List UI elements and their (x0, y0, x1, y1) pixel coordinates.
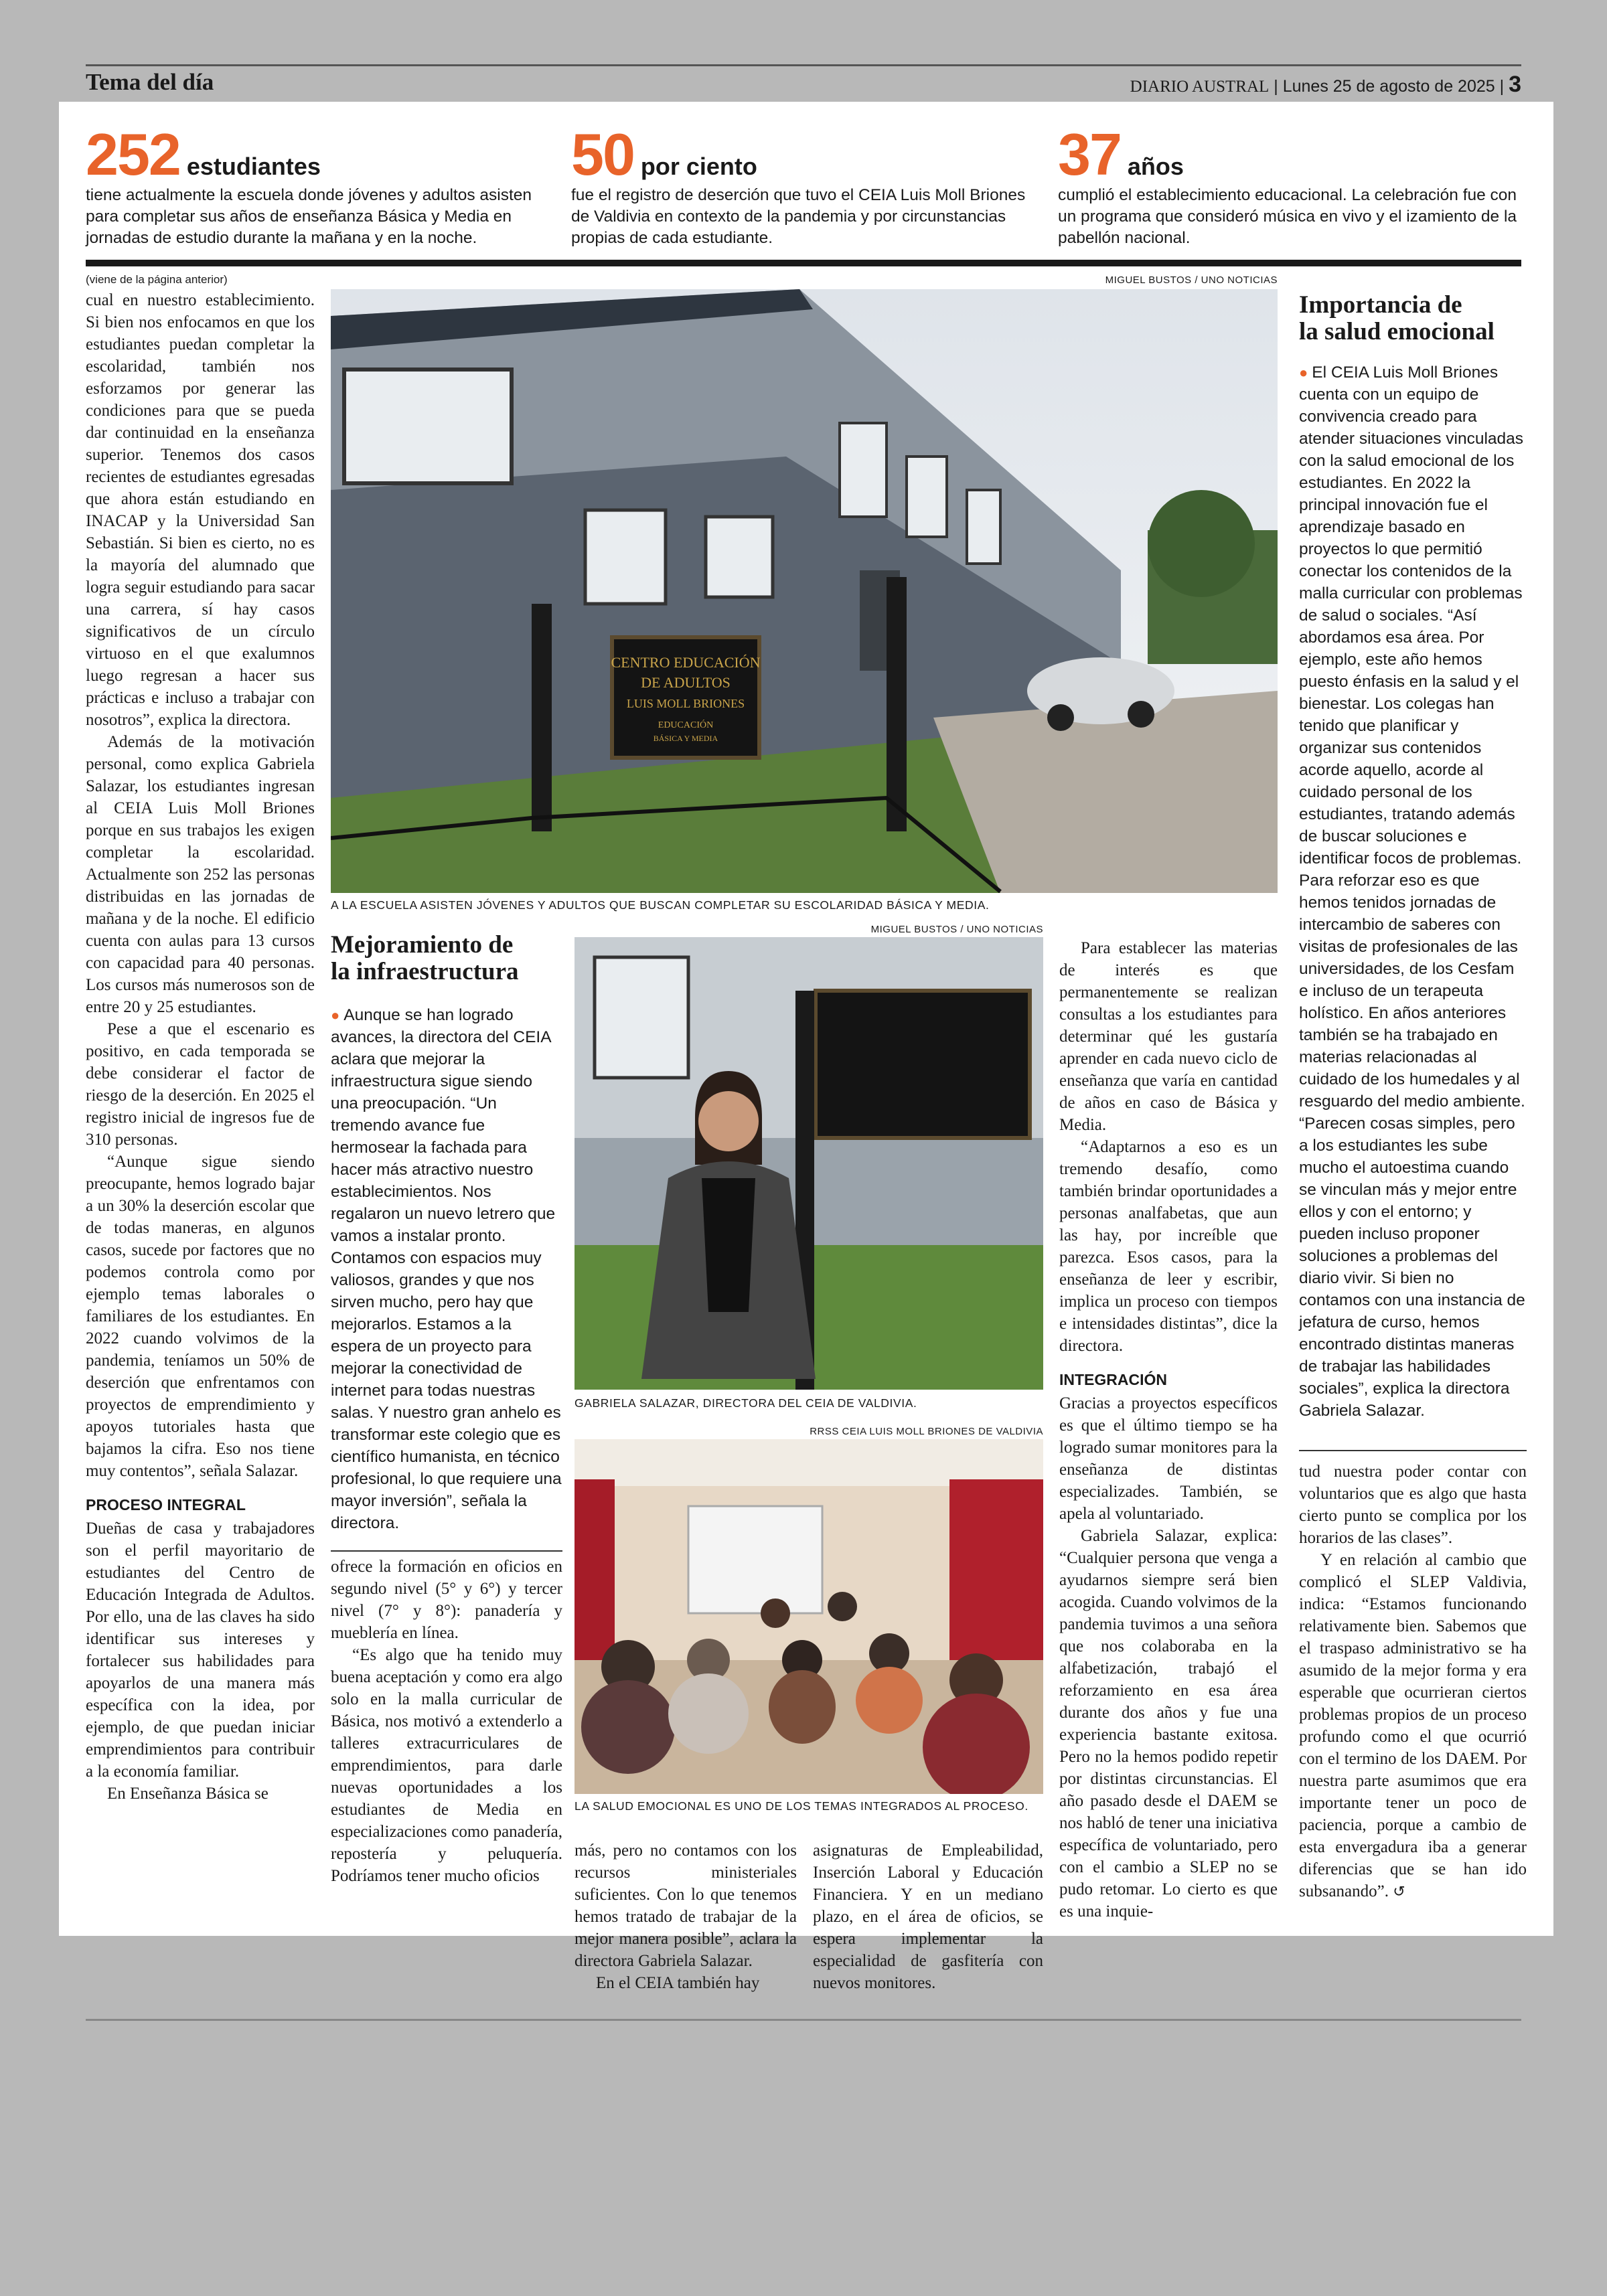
paragraph: Pese a que el escenario es positivo, en cada temporada se debe considerar el factor de riesgo de la deserción. En 2025 el registro inicial de ingresos fue de 310 personas. (86, 1020, 315, 1149)
paragraph: Dueñas de casa y trabajadores son el perfil mayoritario de estudiantes del Centro de Educación Integrada de Adultos. Por ello, una de las claves ha sido identificar sus intereses y fortalecer sus habilidades para apoyarlos de una manera más específica con la idea, por ejemplo, de que puedan iniciar emprendimientos para contribuir a la economía familiar. (86, 1520, 315, 1781)
stats-divider (86, 260, 1521, 266)
newspaper-page (59, 102, 1553, 1992)
paragraph: “Adaptarnos a eso es un tremendo desafío, como también brindar oportunidades a personas analfabetas, que aun las hay, por increíble que parezca. Esos casos, para la enseñanza de leer y escribir, implica un proceso con tiempos e intensidades distintas”, dice la directora. (1059, 1138, 1278, 1355)
photo-credit-director: MIGUEL BUSTOS / UNO NOTICIAS (870, 924, 1043, 935)
paragraph: Además de la motivación personal, como explica Gabriela Salazar, los estudiantes ingresan al CEIA Luis Moll Briones porque en sus trabajos les exigen completar la escolaridad. Actualmente son 252 las personas distribuidas en las jornadas de mañana y de la noche. El edificio cuenta con aulas para 13 cursos con capacidad para 40 personas. Los cursos más numerosos son de entre 20 y 25 estudiantes. (86, 733, 315, 1016)
column-rule (1299, 1450, 1527, 1451)
infra-box-text (331, 1004, 562, 1534)
page-header (86, 64, 1521, 98)
caption-main: A LA ESCUELA ASISTEN JÓVENES Y ADULTOS QUE BUSCAN COMPLETAR SU ESCOLARIDAD BÁSICA Y MEDIA. (331, 898, 990, 912)
health-box-title (1299, 292, 1527, 345)
continued-note: (viene de la página anterior) (86, 273, 228, 286)
sign-line-4: EDUCACIÓN (658, 720, 714, 730)
sign-line-5: BÁSICA Y MEDIA (653, 734, 718, 743)
stat-unit: años (1127, 153, 1184, 180)
paragraph: tud nuestra poder contar con voluntarios que es algo que hasta cierto punto se complica por los horarios de las clases”. (1299, 1463, 1527, 1547)
caption-director: GABRIELA SALAZAR, DIRECTORA DEL CEIA DE VALDIVIA. (575, 1396, 917, 1410)
section-title: Tema del día (86, 69, 214, 95)
stat-students (86, 120, 554, 249)
bullet-icon: ● (331, 1007, 340, 1023)
stat-number: 50 (571, 121, 634, 187)
paragraph (1299, 1549, 1527, 1903)
sign-line-2: DE ADULTOS (641, 674, 731, 691)
end-mark-icon: ↺ (1393, 1884, 1405, 1900)
stat-description: tiene actualmente la escuela donde jóvenes y adultos asisten para completar sus años de enseñanza Básica y Media en jornadas de estudio durante la mañana y en la noche. (86, 186, 532, 247)
title-line: Importancia de (1299, 291, 1462, 319)
paragraph: “Es algo que ha tenido muy buena aceptación y como era algo solo en la malla curricular de Básica, nos motivó a extenderlo a talleres extracurriculares de emprendimientos, para darle nuevas oportunidades a los estudiantes de Media en especializaciones como panadería, repostería y peluquería. Podríamos tener mucho oficios (331, 1646, 562, 1885)
stat-unit: por ciento (640, 153, 757, 180)
subheading-proceso-integral: PROCESO INTEGRAL (86, 1496, 246, 1513)
title-line: Mejoramiento de (331, 931, 514, 959)
infra-box-title (331, 932, 562, 985)
stat-years (1058, 120, 1527, 249)
sign-line-1: CENTRO EDUCACIÓN (611, 654, 761, 671)
title-line: la salud emocional (1299, 318, 1495, 345)
caption-classroom: LA SALUD EMOCIONAL ES UNO DE LOS TEMAS INTEGRADOS AL PROCESO. (575, 1799, 1028, 1813)
stat-number: 37 (1058, 121, 1121, 187)
paragraph: En el CEIA también hay (596, 1974, 760, 1992)
stat-description: fue el registro de deserción que tuvo el CEIA Luis Moll Briones de Valdivia en contexto de la pandemia y por circunstancias propias de cada estudiante. (571, 186, 1026, 247)
bottom-rule (86, 2019, 1521, 2021)
box-text: Aunque se han logrado avances, la directora del CEIA aclara que mejorar la infraestructura sigue siendo una preocupación. “Un tremendo avance fue hermosear la fachada para hacer más atractivo nuestro establecimientos. Nos regalaron un nuevo letrero que vamos a instalar pronto. Contamos con espacios muy valiosos, grandes y que nos sirven mucho, pero hay que mejorarlos. Estamos a la espera de un proyecto para mejorar la conectividad de internet para todas nuestras salas. Y nuestro gran anhelo es transformar este colegio que es científico humanista, en técnico profesional, lo que requiere una mayor inversión”, señala la directora. (331, 1006, 562, 1532)
paragraph: cual en nuestro establecimiento. Si bien nos enfocamos en que los estudiantes puedan completar la escolaridad, también nos esforzamos por generar las condiciones para que se pueda dar continuidad en la enseñanza superior. Tenemos dos casos recientes de estudiantes egresadas que ahora están estudiando en INACAP y la Universidad San Sebastián. Si bien es cierto, no es la mayoría del alumnado que logra seguir estudiando para sacar una carrera, sí hay casos significativos de un círculo virtuoso en el que exalumnos luego regresan a hacer sus prácticas e incluso a trabajar con nosotros”, explica la directora. (86, 291, 315, 729)
title-line: la infraestructura (331, 958, 519, 985)
paragraph: Para establecer las materias de interés es que permanentemente se realizan consultas a los estudiantes para determinar qué les gustaría aprender en cada nuevo ciclo de enseñanza que varía en cantidad de años en caso de Básica y Media. (1059, 939, 1278, 1134)
article-column-6 (1299, 1461, 1527, 1903)
subheading-integracion: INTEGRACIÓN (1059, 1371, 1167, 1388)
health-box-text (1299, 361, 1527, 1422)
issue-date: Lunes 25 de agosto de 2025 (1282, 77, 1495, 96)
article-column-3 (575, 1839, 797, 1994)
paragraph: ofrece la formación en oficios en segundo nivel (5° y 6°) y tercer nivel (7° y 8°): panadería y mueblería en línea. (331, 1558, 562, 1642)
stat-dropout (571, 120, 1040, 249)
paragraph-text: Y en relación al cambio que complicó el SLEP Valdivia, indica: “Estamos funcionando relativamente bien. Sabemos que el traspaso administrativo se ha asumido de la mejor forma y era esperable que ocurrieran ciertos problemas propios de un proceso profundo como el que ocurrió con el termino de los DAEM. Por nuestra parte asumimos que era importante tener un poco de paciencia, porque a cambio de esta envergadura iba a generar diferencias que se han ido subsanando”. (1299, 1551, 1527, 1900)
article-column-1 (86, 289, 315, 1805)
director-photo (575, 937, 1043, 1390)
classroom-photo (575, 1439, 1043, 1794)
sign-line-3: LUIS MOLL BRIONES (626, 697, 745, 710)
stat-unit: estudiantes (186, 153, 321, 180)
article-column-5 (1059, 937, 1278, 1922)
photo-credit-classroom: RRSS CEIA LUIS MOLL BRIONES DE VALDIVIA (810, 1426, 1043, 1437)
column-rule (331, 1550, 562, 1552)
masthead: DIARIO AUSTRAL | Lunes 25 de agosto de 2025 | 3 (1130, 72, 1521, 97)
paragraph: “Aunque sigue siendo preocupante, hemos logrado bajar a un 30% la deserción escolar que de todas maneras, en algunos casos, sucede por factores que no podemos controla como por ejemplo temas laborales o familiares de los estudiantes. En 2022 cuando volvimos de la pandemia, teníamos un 50% de deserción que enfrentamos con proyectos de emprendimiento y apoyos tutoriales hasta que bajamos la cifra. Eso nos tiene muy contentos”, señala Salazar. (86, 1153, 315, 1480)
box-text: El CEIA Luis Moll Briones cuenta con un equipo de convivencia creado para atender situaciones vinculadas con la salud emocional de los estudiantes. En 2022 la principal innovación fue el aprendizaje basado en proyectos lo que permitió conectar los contenidos de la malla curricular con problemas de salud o sociales. “Así abordamos esa área. Por ejemplo, este año hemos puesto énfasis en la salud y el bienestar. Los colegas han tenido que planificar y organizar sus contenidos acorde aquello, acorde al cuidado personal de los estudiantes, tratando además de buscar soluciones e identificar focos de problemas. Para reforzar eso es que hemos tenidos jornadas de intercambio de saberes con visitas de profesionales de las universidades, de los Cesfam e incluso de un terapeuta holístico. En años anteriores también se ha trabajado en materias relacionadas al cuidado de los humedales y al resguardo del medio ambiente. “Parecen cosas simples, pero a los estudiantes les sube mucho el autoestima cuando se vinculan más y mejor entre ellos y con el entorno; y pueden incluso proponer soluciones a problemas del diario vivir. Si bien no contamos con una instancia de jefatura de curso, hemos encontrado distintas maneras de trabajar las habilidades sociales”, explica la directora Gabriela Salazar. (1299, 363, 1525, 1420)
article-column-2 (331, 1556, 562, 1887)
stat-description: cumplió el establecimiento educacional. La celebración fue con un programa que consideró música en vivo y el izamiento de la pabellón nacional. (1058, 186, 1517, 247)
publication-name: DIARIO AUSTRAL (1130, 78, 1270, 96)
article-column-4 (813, 1839, 1043, 1994)
school-building-photo (331, 289, 1278, 893)
paragraph: asignaturas de Empleabilidad, Inserción Laboral y Educación Financiera. Y en un mediano plazo, en el área de oficios, se espera implementar la especialidad de gasfitería con nuevos monitores. (813, 1841, 1043, 1992)
stat-number: 252 (86, 121, 180, 187)
page-number: 3 (1509, 72, 1521, 97)
paragraph: más, pero no contamos con los recursos ministeriales suficientes. Con lo que tenemos hemos tratado de trabajar de la mejor manera posible”, aclara la directora Gabriela Salazar. (575, 1841, 797, 1970)
paragraph: Gabriela Salazar, explica: “Cualquier persona que venga a ayudarnos siempre será bien acogida. Cuando volvimos de la pandemia tuvimos a una señora que nos colaboraba en la alfabetización, trabajó el reforzamiento en esa área durante dos años y fue una experiencia bastante exitosa. Pero no la hemos podido repetir por distintas circunstancias. El año pasado desde el DAEM se nos habló de tener una iniciativa específica de voluntariado, pero con el cambio a SLEP no se pudo retomar. Lo cierto es que es una inquie- (1059, 1527, 1278, 1920)
photo-credit-main: MIGUEL BUSTOS / UNO NOTICIAS (1105, 274, 1278, 286)
paragraph: Gracias a proyectos específicos es que el último tiempo se ha logrado sumar monitores para la enseñanza de distintas especializades. También, se apela al voluntariado. (1059, 1394, 1278, 1523)
paragraph: En Enseñanza Básica se (107, 1785, 269, 1803)
bullet-icon: ● (1299, 364, 1308, 381)
